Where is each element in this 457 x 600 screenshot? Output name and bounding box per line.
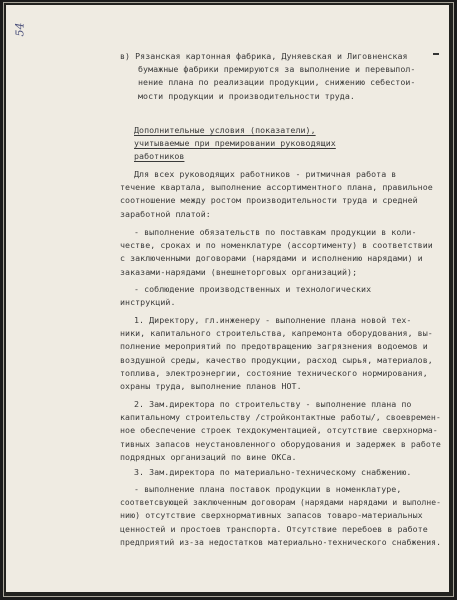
intro-paragraph: [4, 168, 433, 221]
obligations-paragraph: [4, 226, 433, 279]
text-line: честве, сроках и по номенклатуре (ассортименту) в соответствии: [120, 240, 433, 251]
page-number: 54: [13, 22, 27, 37]
text-line: соответсвующей заключенным договорам (нарядами нарядами и выполне-: [120, 497, 441, 508]
text-line: инструкций.: [120, 297, 176, 308]
heading-line: работников: [134, 151, 185, 162]
text-line: течение квартала, выполнение ассортиментного плана, правильное: [120, 182, 433, 193]
text-line: Для всех руководящих работников - ритмичная работа в: [134, 169, 397, 179]
text-line: - выполнение плана поставок продукции в номенклатуре,: [134, 484, 402, 494]
heading-line: учитываемые при премировании руководящих: [134, 138, 336, 149]
text-line: 3. Зам.директора по материально-техническому снабжению.: [134, 467, 412, 477]
item-director: [4, 314, 433, 393]
text-line: полнение мероприятий по предотвращению загрязнения водоемов и: [120, 341, 428, 352]
text-line: предприятий из-за недостатков материально-технического снабжения.: [120, 536, 442, 547]
text-line: воздушной среды, качество продукции, расход сырья, материалов,: [120, 354, 433, 365]
text-line: подрядных организаций по вине ОКСа.: [120, 451, 297, 462]
text-line: охраны труда, выполнение планов НОТ.: [120, 380, 302, 391]
text-line: ценностей и простоев транспорта. Отсутствие перебоев в работе: [120, 523, 428, 534]
text-line: заказами-нарядами (внешнеторговых организаций);: [120, 266, 358, 277]
text-line: нение плана по реализации продукции, снижению себестои-: [138, 77, 416, 88]
text-line: нию) отсутствие сверхнормативных запасов товаро-материальных: [120, 510, 423, 521]
text-line: - соблюдение производственных и технологических: [134, 284, 372, 294]
text-line: капитальному строительству /стройконтактные работы/, своевремен-: [120, 412, 441, 423]
heading-line: Дополнительные условия (показатели),: [134, 125, 316, 135]
supply-paragraph: [4, 483, 453, 549]
document-page: [3, 2, 454, 597]
text-line: тивных запасов неустановленного оборудования и задержек в работе: [120, 438, 441, 449]
paragraph-v: [4, 50, 415, 103]
text-line: заработной платой:: [120, 208, 211, 219]
instructions-paragraph: [4, 283, 371, 309]
text-line: ное обеспечение строек техдокументацией, отсутствие сверхнорма-: [120, 425, 438, 436]
text-line: топлива, электроэнергии, состояние технического нормирования,: [120, 367, 428, 378]
text-line: 1. Директору, гл.инженеру - выполнение плана новой тех-: [134, 315, 412, 325]
text-line: в) Рязанская картонная фабрика, Дуняевская и Лиговненская: [120, 51, 408, 61]
text-line: с заключенными договорами (нарядами и исполнению нарядами) и: [120, 253, 423, 264]
section-heading: [4, 124, 336, 164]
item-deputy-construction: [4, 398, 443, 464]
item-deputy-supply: [4, 466, 411, 479]
corner-mark: [433, 53, 439, 55]
text-line: мости продукции и производительности труда.: [138, 90, 355, 101]
text-line: соотношение между ростом производительности труда и средней: [120, 195, 418, 206]
text-line: ники, капитального строительства, капремонта оборудования, вы-: [120, 328, 433, 339]
text-line: - выполнение обязательств по поставкам продукции в коли-: [134, 227, 417, 237]
text-line: бумажные фабрики премируются за выполнение и перевыпол-: [138, 64, 416, 75]
text-line: 2. Зам.директора по строительству - выполнение плана по: [134, 399, 412, 409]
